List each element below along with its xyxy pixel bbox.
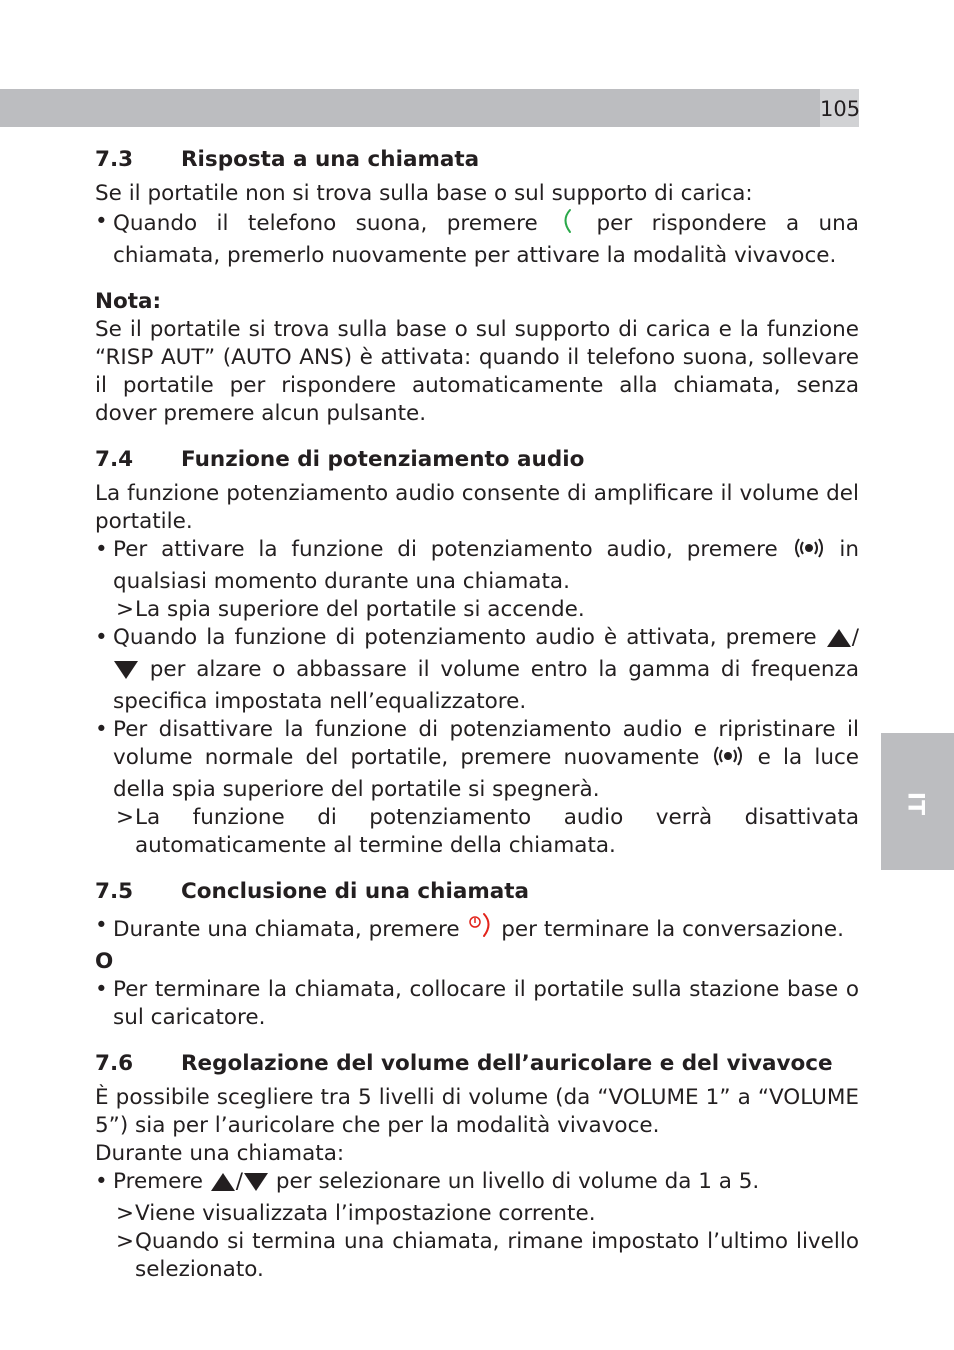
list-item: • Per attivare la funzione di potenziamento audio, premere in qualsiasi momento durante una chiamata. xyxy=(95,536,859,596)
list-item: • Quando la funzione di potenziamento audio è attivata, premere / per alzare o abbassare il volume entro la gamma di frequenza specifica impostata nell’equalizzatore. xyxy=(95,624,859,716)
triangle-up-icon xyxy=(826,628,852,656)
section-title: Regolazione del volume dell’auricolare e del vivavoce xyxy=(181,1051,833,1076)
or-label: O xyxy=(95,949,114,974)
list-item: • Per terminare la chiamata, collocare il portatile sulla stazione base o sul caricatore. xyxy=(95,976,859,1032)
list-subitem: > La spia superiore del portatile si accende. xyxy=(116,597,585,622)
paragraph: Durante una chiamata: xyxy=(95,1141,345,1166)
list-subitem: > Viene visualizzata l’impostazione corrente. xyxy=(116,1201,596,1226)
page-content xyxy=(95,146,859,1284)
list-item: • Per disattivare la funzione di potenziamento audio e ripristinare il volume normale del portatile, premere nuovamente e la luce della spia superiore del portatile si spegnerà. xyxy=(95,716,859,804)
section-title: Funzione di potenziamento audio xyxy=(181,447,585,472)
triangle-down-icon xyxy=(243,1172,269,1200)
paragraph: È possibile scegliere tra 5 livelli di volume (da “VOLUME 1” a “VOLUME 5”) sia per l’auricolare che per la modalità vivavoce. xyxy=(95,1085,859,1138)
triangle-down-icon xyxy=(113,660,139,688)
end-call-power-icon xyxy=(466,912,494,948)
header-band xyxy=(0,89,820,127)
section-heading-7-3 xyxy=(95,146,859,174)
section-title: Conclusione di una chiamata xyxy=(181,879,530,904)
list-subitem: > Quando si termina una chiamata, rimane impostato l’ultimo livello selezionato. xyxy=(116,1229,859,1282)
section-heading-7-6 xyxy=(95,1050,859,1078)
list-item: • Premere / per selezionare un livello di volume da 1 a 5. xyxy=(95,1168,859,1200)
language-tab-label: IT xyxy=(902,791,928,816)
section-heading-7-5 xyxy=(95,878,859,906)
audio-boost-icon xyxy=(792,536,826,568)
audio-boost-icon xyxy=(711,744,745,776)
list-item: • Quando il telefono suona, premere per rispondere a una chiamata, premerlo nuovamente per attivare la modalità vivavoce. xyxy=(95,208,859,270)
note-label: Nota: xyxy=(95,289,162,314)
section-number: 7.5 xyxy=(95,879,134,904)
triangle-up-icon xyxy=(210,1172,236,1200)
phone-talk-icon xyxy=(557,208,577,242)
paragraph: La funzione potenziamento audio consente di amplificare il volume del portatile. xyxy=(95,481,859,534)
language-tab xyxy=(881,733,954,870)
section-heading-7-4 xyxy=(95,446,859,474)
section-title: Risposta a una chiamata xyxy=(181,147,480,172)
section-number: 7.3 xyxy=(95,147,134,172)
note-text: Se il portatile si trova sulla base o sul supporto di carica e la funzione “RISP AUT” (AUTO ANS) è attivata: quando il telefono suona, sollevare il portatile per rispondere automaticamente alla chiamata, senza dover premere alcun pulsante. xyxy=(95,317,859,426)
list-item: • Durante una chiamata, premere per terminare la conversazione. xyxy=(95,912,859,948)
paragraph: Se il portatile non si trova sulla base o sul supporto di carica: xyxy=(95,181,753,206)
section-number: 7.4 xyxy=(95,447,134,472)
page-number: 105 xyxy=(820,89,859,127)
list-subitem: > La funzione di potenziamento audio verrà disattivata automaticamente al termine della chiamata. xyxy=(116,805,859,858)
section-number: 7.6 xyxy=(95,1051,134,1076)
